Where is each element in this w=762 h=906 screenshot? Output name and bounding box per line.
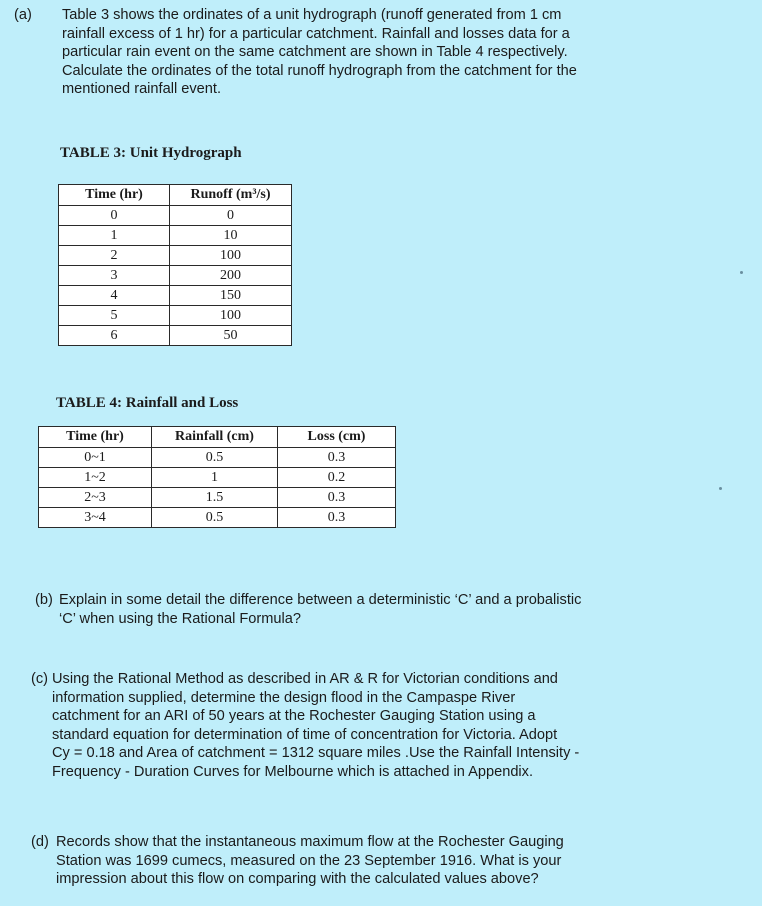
question-d-label: (d): [31, 834, 49, 850]
table-header-row: [39, 427, 396, 448]
scan-speck: [719, 487, 722, 490]
question-c-label: (c): [31, 671, 49, 687]
scan-speck: [740, 271, 743, 274]
table-cell: 1~2: [39, 468, 152, 488]
table-cell: 0: [170, 206, 292, 226]
table-row: [39, 448, 396, 468]
table-cell: 0.2: [278, 468, 396, 488]
question-c-line: Using the Rational Method as described in AR & R for Victorian conditions and: [52, 671, 558, 687]
table-cell: 0~1: [39, 448, 152, 468]
table-header-row: [59, 185, 292, 206]
column-header: Time (hr): [59, 185, 170, 206]
table-cell: 0.3: [278, 488, 396, 508]
table-row: [59, 326, 292, 346]
question-c-line: information supplied, determine the design flood in the Campaspe River: [52, 689, 516, 706]
table-cell: 3: [59, 266, 170, 286]
question-a-line: mentioned rainfall event.: [62, 81, 222, 98]
question-c-line: standard equation for determination of time of concentration for Victoria. Adopt: [52, 726, 558, 743]
table-row: [59, 266, 292, 286]
table-cell: 1: [152, 468, 278, 488]
question-a-line: Table 3 shows the ordinates of a unit hydrograph (runoff generated from 1 cm: [62, 7, 562, 23]
column-header: Runoff (m³/s): [170, 185, 292, 206]
question-d-line: impression about this flow on comparing with the calculated values above?: [56, 871, 539, 888]
question-d: [31, 833, 755, 889]
column-header: Loss (cm): [278, 427, 396, 448]
table-cell: 0: [59, 206, 170, 226]
question-a-line: rainfall excess of 1 hr) for a particular catchment. Rainfall and losses data for a: [62, 25, 570, 42]
question-b-label: (b): [35, 592, 53, 608]
question-a-label: (a): [14, 7, 32, 23]
table-cell: 2: [59, 246, 170, 266]
table-cell: 1.5: [152, 488, 278, 508]
table-row: [59, 286, 292, 306]
table-row: [59, 246, 292, 266]
table-cell: 100: [170, 306, 292, 326]
question-b: [35, 591, 755, 628]
table-cell: 6: [59, 326, 170, 346]
question-c-line: catchment for an ARI of 50 years at the Rochester Gauging Station using a: [52, 708, 536, 725]
column-header: Rainfall (cm): [152, 427, 278, 448]
table-cell: 200: [170, 266, 292, 286]
table-row: [59, 306, 292, 326]
table4-rainfall-loss: [38, 426, 396, 528]
table-cell: 0.5: [152, 508, 278, 528]
table-cell: 5: [59, 306, 170, 326]
table-cell: 100: [170, 246, 292, 266]
table-row: [59, 206, 292, 226]
table-row: [39, 508, 396, 528]
table4-title: TABLE 4: Rainfall and Loss: [56, 395, 239, 411]
table-cell: 150: [170, 286, 292, 306]
table-cell: 4: [59, 286, 170, 306]
question-a-line: Calculate the ordinates of the total runoff hydrograph from the catchment for the: [62, 62, 577, 79]
table-cell: 3~4: [39, 508, 152, 528]
question-b-line: ‘C’ when using the Rational Formula?: [59, 610, 302, 627]
question-d-line: Records show that the instantaneous maximum flow at the Rochester Gauging: [56, 834, 564, 850]
table-cell: 2~3: [39, 488, 152, 508]
table3-title: TABLE 3: Unit Hydrograph: [60, 145, 242, 161]
table-cell: 0.3: [278, 448, 396, 468]
table-row: [39, 468, 396, 488]
table-cell: 0.3: [278, 508, 396, 528]
question-c-line: Cy = 0.18 and Area of catchment = 1312 square miles .Use the Rainfall Intensity -: [52, 745, 580, 762]
question-a-line: particular rain event on the same catchment are shown in Table 4 respectively.: [62, 44, 568, 61]
table-cell: 50: [170, 326, 292, 346]
table3-unit-hydrograph: [58, 184, 292, 346]
table-cell: 0.5: [152, 448, 278, 468]
question-b-line: Explain in some detail the difference between a deterministic ‘C’ and a probalistic: [59, 592, 582, 608]
table-row: [39, 488, 396, 508]
question-c-line: Frequency - Duration Curves for Melbourne which is attached in Appendix.: [52, 763, 534, 780]
question-a: [14, 6, 754, 99]
question-d-line: Station was 1699 cumecs, measured on the 23 September 1916. What is your: [56, 852, 562, 869]
table-cell: 10: [170, 226, 292, 246]
table-cell: 1: [59, 226, 170, 246]
column-header: Time (hr): [39, 427, 152, 448]
question-c: [31, 670, 755, 782]
table-row: [59, 226, 292, 246]
